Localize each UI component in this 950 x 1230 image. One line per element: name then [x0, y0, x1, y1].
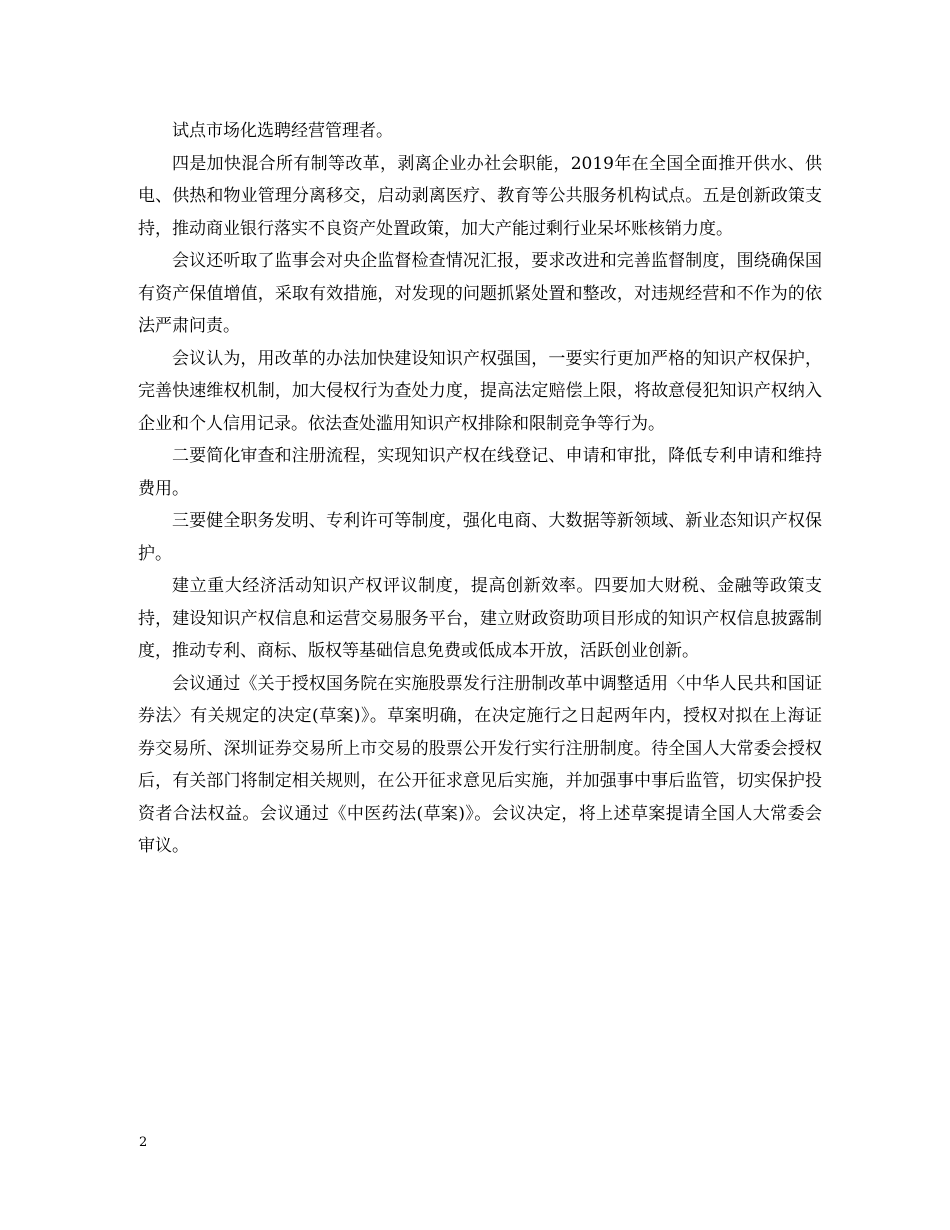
- page-number: 2: [139, 1135, 148, 1150]
- paragraph-8: 会议通过《关于授权国务院在实施股票发行注册制改革中调整适用〈中华人民共和国证券法〉有关规定的决定(草案)》。草案明确，在决定施行之日起两年内，授权对拟在上海证券交易所、深圳证券交易所上市交易的股票公开发行实行注册制度。待全国人大常委会授权后，有关部门将制定相关规则，在公开征求意见后实施，并加强事中事后监管，切实保护投资者合法权益。会议通过《中医药法(草案)》。会议决定，将上述草案提请全国人大常委会审议。: [138, 673, 822, 856]
- paragraph-4: 会议认为，用改革的办法加快建设知识产权强国，一要实行更加严格的知识产权保护，完善快速维权机制，加大侵权行为查处力度，提高法定赔偿上限，将故意侵犯知识产权纳入企业和个人信用记录。依法查处滥用知识产权排除和限制竞争等行为。: [138, 348, 822, 434]
- paragraph-5: 二要简化审查和注册流程，实现知识产权在线登记、申请和审批，降低专利申请和维持费用。: [138, 446, 822, 499]
- document-body: [138, 115, 822, 863]
- paragraph-7: 建立重大经济活动知识产权评议制度，提高创新效率。四要加大财税、金融等政策支持，建设知识产权信息和运营交易服务平台，建立财政资助项目形成的知识产权信息披露制度，推动专利、商标、版权等基础信息免费或低成本开放，活跃创业创新。: [138, 576, 822, 661]
- paragraph-2: 四是加快混合所有制等改革，剥离企业办社会职能，2019年在全国全面推开供水、供电、供热和物业管理分离移交，启动剥离医疗、教育等公共服务机构试点。五是创新政策支持，推动商业银行落实不良资产处置政策，加大产能过剩行业呆坏账核销力度。: [138, 153, 822, 239]
- paragraph-3: 会议还听取了监事会对央企监督检查情况汇报，要求改进和完善监督制度，围绕确保国有资产保值增值，采取有效措施，对发现的问题抓紧处置和整改，对违规经营和不作为的依法严肃问责。: [138, 251, 822, 336]
- paragraph-1: 试点市场化选聘经营管理者。: [172, 121, 393, 141]
- paragraph-6: 三要健全职务发明、专利许可等制度，强化电商、大数据等新领域、新业态知识产权保护。: [138, 511, 822, 564]
